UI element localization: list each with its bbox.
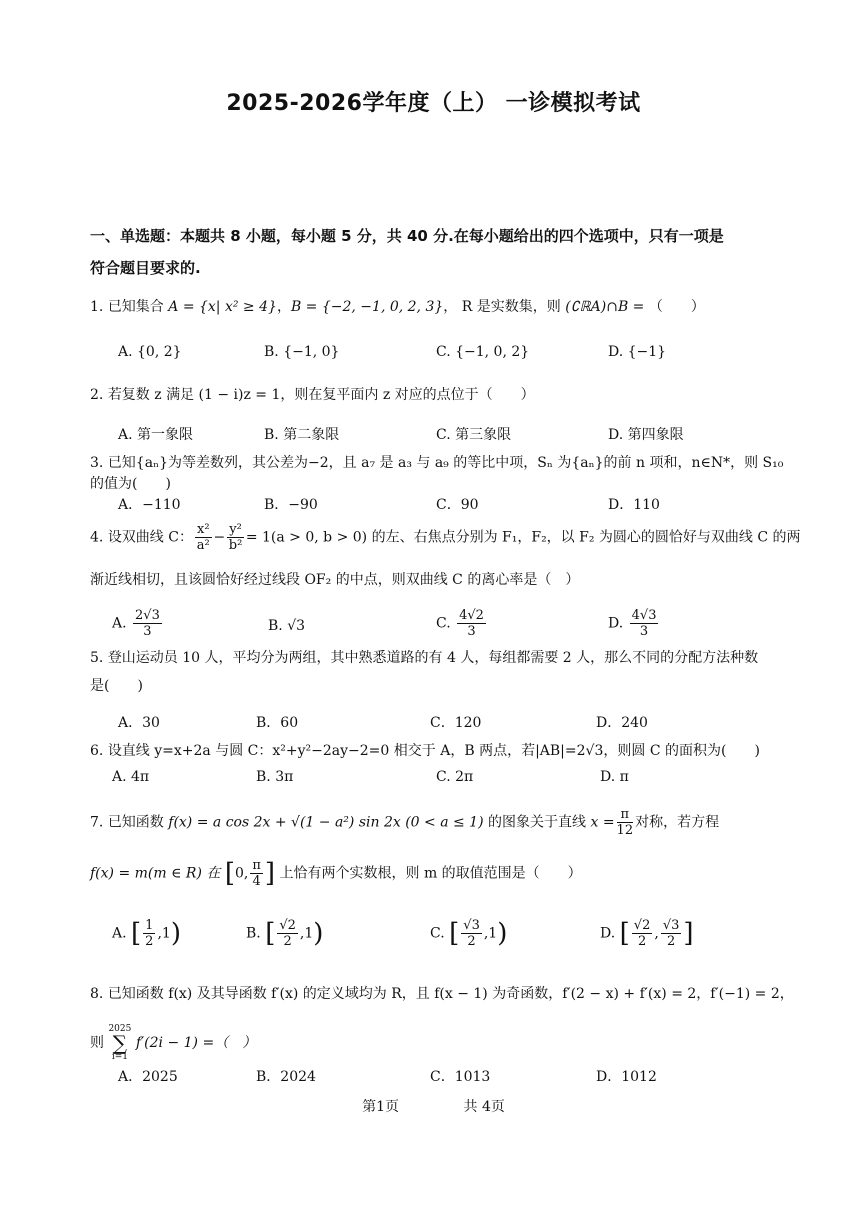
option-label: A. (112, 615, 127, 632)
question-3-line2: 的值为( ) (90, 476, 171, 492)
question-number: 1. (90, 299, 104, 315)
question-8 (90, 984, 794, 1004)
fraction-denominator: 2 (467, 934, 476, 949)
fraction-denominator: b² (228, 538, 243, 553)
sum-upper-limit: 2025 (108, 1024, 132, 1034)
fraction-y2-b2 (227, 522, 244, 553)
section-heading-line1: 一、单选题：本题共 8 小题，每小题 5 分，共 40 分.在每小题给出的四个选项中，只有一项是 (90, 227, 724, 245)
option-value: √3 (287, 618, 306, 634)
question-text: 已知函数 f(x) 及其导函数 f′(x) 的定义域均为 R，且 f(x − 1) 为奇函数，f′(2 − x) + f′(x) = 2，f′(−1) = 2， (107, 986, 794, 1002)
fraction-denominator: 3 (467, 624, 476, 639)
q5-option-d: D．240 (596, 715, 648, 731)
q2-option-a: A. 第一象限 (118, 427, 194, 443)
fraction-numerator: √3 (463, 918, 480, 933)
option-fraction (461, 918, 482, 949)
q3-option-c: C．90 (436, 497, 479, 513)
question-number: 2. (90, 387, 104, 403)
question-text: 对称，若方程 (635, 814, 720, 831)
q1-option-d: D. {−1} (608, 344, 667, 360)
option-fraction (143, 918, 155, 949)
q3-option-a: A．−110 (118, 497, 181, 513)
fraction-denominator: 2 (145, 934, 154, 949)
minus-sign: − (213, 529, 226, 546)
question-text: 已知函数 (107, 814, 164, 831)
question-text: = 1(a > 0, b > 0) 的左、右焦点分别为 F₁，F₂，以 F₂ 为圆心的圆恰好与双曲线 C 的两 (245, 529, 801, 546)
set-a-expression: A = {x| x² ≥ 4} (168, 299, 277, 315)
fraction-numerator: √3 (662, 918, 680, 933)
q4-option-d (608, 608, 660, 639)
page-title: 2025-2026学年度（上） 一诊模拟考试 (226, 91, 641, 116)
q1-option-a: A. {0, 2} (118, 344, 182, 360)
question-text: 的图象关于直线 (488, 814, 587, 831)
fraction-pi-4 (250, 858, 263, 889)
fraction-denominator: 4 (252, 874, 261, 889)
fraction-denominator: 2 (283, 934, 292, 949)
question-text: 上恰有两个实数根，则 m 的取值范围是（ ） (279, 865, 582, 882)
fraction-denominator: 12 (616, 823, 634, 838)
fraction-numerator: 4√2 (459, 608, 484, 623)
option-label: C. (436, 615, 451, 632)
bracket-symbol: [ (449, 918, 460, 949)
bracket-symbol: ] (683, 918, 694, 949)
sigma-icon: ∑ (112, 1031, 128, 1055)
page-footer (0, 1096, 867, 1116)
line-expression: x = (590, 814, 615, 831)
interval-end: ,1 (157, 925, 171, 942)
bracket-symbol: [ (224, 858, 235, 889)
option-fraction (277, 918, 298, 949)
q1-option-b: B. {−1, 0} (264, 344, 340, 360)
question-5 (90, 648, 790, 668)
q8-option-b: B．2024 (256, 1069, 316, 1085)
fraction-denominator: 2 (666, 934, 676, 949)
bracket-symbol: [ (131, 918, 142, 949)
interval-start: 0, (234, 865, 249, 882)
q6-option-b: B. 3π (256, 769, 294, 785)
option-fraction (457, 608, 486, 639)
question-text: 设直线 y=x+2a 与圆 C：x²+y²−2ay−2=0 相交于 A，B 两点，若|AB|=2√3，则圆 C 的面积为( ) (107, 743, 760, 759)
fraction-numerator: √2 (633, 918, 651, 933)
fraction-numerator: 1 (145, 918, 154, 933)
q7-option-b (246, 918, 323, 949)
page-total: 共 4页 (463, 1099, 505, 1115)
question-text: 已知{aₙ}为等差数列，其公差为−2，且 a₇ 是 a₃ 与 a₉ 的等比中项，Sₙ 为{aₙ}的前 n 项和，n∈N*，则 S₁₀ (107, 455, 784, 471)
q6-option-a: A. 4π (112, 769, 150, 785)
bracket-symbol: [ (619, 918, 630, 949)
interval-end: ,1 (299, 925, 314, 942)
q8-option-d: D．1012 (596, 1069, 657, 1085)
bracket-symbol: ) (170, 918, 181, 949)
fraction-numerator: 2√3 (135, 608, 160, 623)
q6-option-c: C. 2π (436, 769, 474, 785)
sum-lower-limit: i=1 (111, 1052, 128, 1062)
q6-option-d: D. π (600, 769, 629, 785)
question-7 (90, 807, 790, 838)
question-4 (90, 522, 801, 553)
q4-option-a (112, 608, 164, 639)
option-label: C. (430, 925, 445, 942)
q2-option-b: B. 第二象限 (264, 427, 340, 443)
fraction-numerator: π (252, 858, 261, 873)
fraction-numerator: √2 (279, 918, 296, 933)
fraction-denominator: 3 (143, 624, 152, 639)
fraction-numerator: 4√3 (631, 608, 657, 623)
q5-option-a: A．30 (118, 715, 160, 731)
q7-option-c (430, 918, 507, 949)
fraction-denominator: 3 (639, 624, 649, 639)
q4-option-c (436, 608, 488, 639)
q8-option-c: C．1013 (430, 1069, 491, 1085)
option-fraction (133, 608, 162, 639)
q5-option-b: B．60 (256, 715, 299, 731)
bracket-symbol: ] (264, 858, 276, 889)
question-text: 已知集合 (107, 299, 164, 315)
question-number: 4. (90, 529, 104, 546)
interval-end: ,1 (483, 925, 498, 942)
question-5-line2: 是( ) (90, 678, 143, 694)
question-2 (90, 385, 790, 405)
question-number: 3. (90, 455, 104, 471)
question-7-line2 (90, 858, 790, 889)
question-3 (90, 453, 790, 473)
fraction-x2-a2 (195, 522, 212, 553)
question-text: 登山运动员 10 人，平均分为两组，其中熟悉道路的有 4 人，每组都需要 2 人，那么不同的分配方法种数 (107, 650, 759, 666)
complement-expression: (∁ℝA)∩B = (565, 299, 645, 315)
question-number: 7. (90, 814, 104, 831)
option-label: B. (246, 925, 261, 942)
option-fraction (661, 918, 682, 949)
sum-expression: f′(2i − 1) =（ ） (135, 1035, 257, 1051)
set-b-expression: B = {−2, −1, 0, 2, 3} (290, 299, 444, 315)
question-number: 8. (90, 986, 104, 1002)
fraction-numerator: x² (196, 522, 210, 537)
fraction-numerator: y² (229, 522, 242, 537)
q7-option-a (112, 918, 181, 949)
q1-option-c: C. {−1, 0, 2} (436, 344, 530, 360)
option-label: D. (608, 615, 624, 632)
question-text: ， (276, 299, 291, 315)
option-label: A. (112, 925, 127, 942)
q8-option-a: A．2025 (118, 1069, 178, 1085)
question-text: 设双曲线 C： (107, 529, 193, 546)
q3-option-d: D．110 (608, 497, 660, 513)
equation-expression: f(x) = m(m ∈ R) 在 (90, 865, 221, 882)
q5-option-c: C．120 (430, 715, 482, 731)
question-number: 6. (90, 743, 104, 759)
option-label: D. (600, 925, 616, 942)
question-6 (90, 741, 790, 761)
q4-option-b (268, 616, 305, 636)
question-text: 则 (90, 1035, 104, 1051)
function-expression: f(x) = a cos 2x + √(1 − a²) sin 2x (0 < a ≤ 1) (168, 814, 484, 831)
fraction-denominator: a² (196, 538, 210, 553)
option-fraction (632, 918, 653, 949)
bracket-symbol: ) (497, 918, 508, 949)
page-number: 第1页 (362, 1099, 400, 1115)
fraction-denominator: 2 (637, 934, 647, 949)
fraction-numerator: π (617, 807, 634, 823)
bracket-symbol: [ (265, 918, 276, 949)
question-1 (90, 297, 790, 317)
q7-option-d: D. [ $\frac{√2}{2}$ , $\frac{√3}{2}$ ] (600, 918, 694, 949)
section-heading-line2: 符合题目要求的. (90, 259, 201, 277)
summation-symbol (108, 1024, 131, 1062)
question-text: 若复数 z 满足 (1 − i)z = 1，则在复平面内 z 对应的点位于（ ） (107, 387, 535, 403)
answer-blank: （ ） (648, 299, 705, 315)
fraction-pi-12 (617, 807, 634, 838)
question-text: ， R 是实数集，则 (443, 299, 561, 315)
q3-option-b: B．−90 (264, 497, 318, 513)
option-fraction (630, 608, 659, 639)
question-4-line2: 渐近线相切，且该圆恰好经过线段 OF₂ 的中点，则双曲线 C 的离心率是（ ） (90, 572, 580, 588)
question-8-line2 (90, 1024, 790, 1062)
question-number: 5. (90, 650, 104, 666)
q2-option-c: C. 第三象限 (436, 427, 512, 443)
q2-option-d: D. 第四象限 (608, 427, 684, 443)
bracket-symbol: ) (313, 918, 324, 949)
option-label: B. (268, 618, 283, 634)
